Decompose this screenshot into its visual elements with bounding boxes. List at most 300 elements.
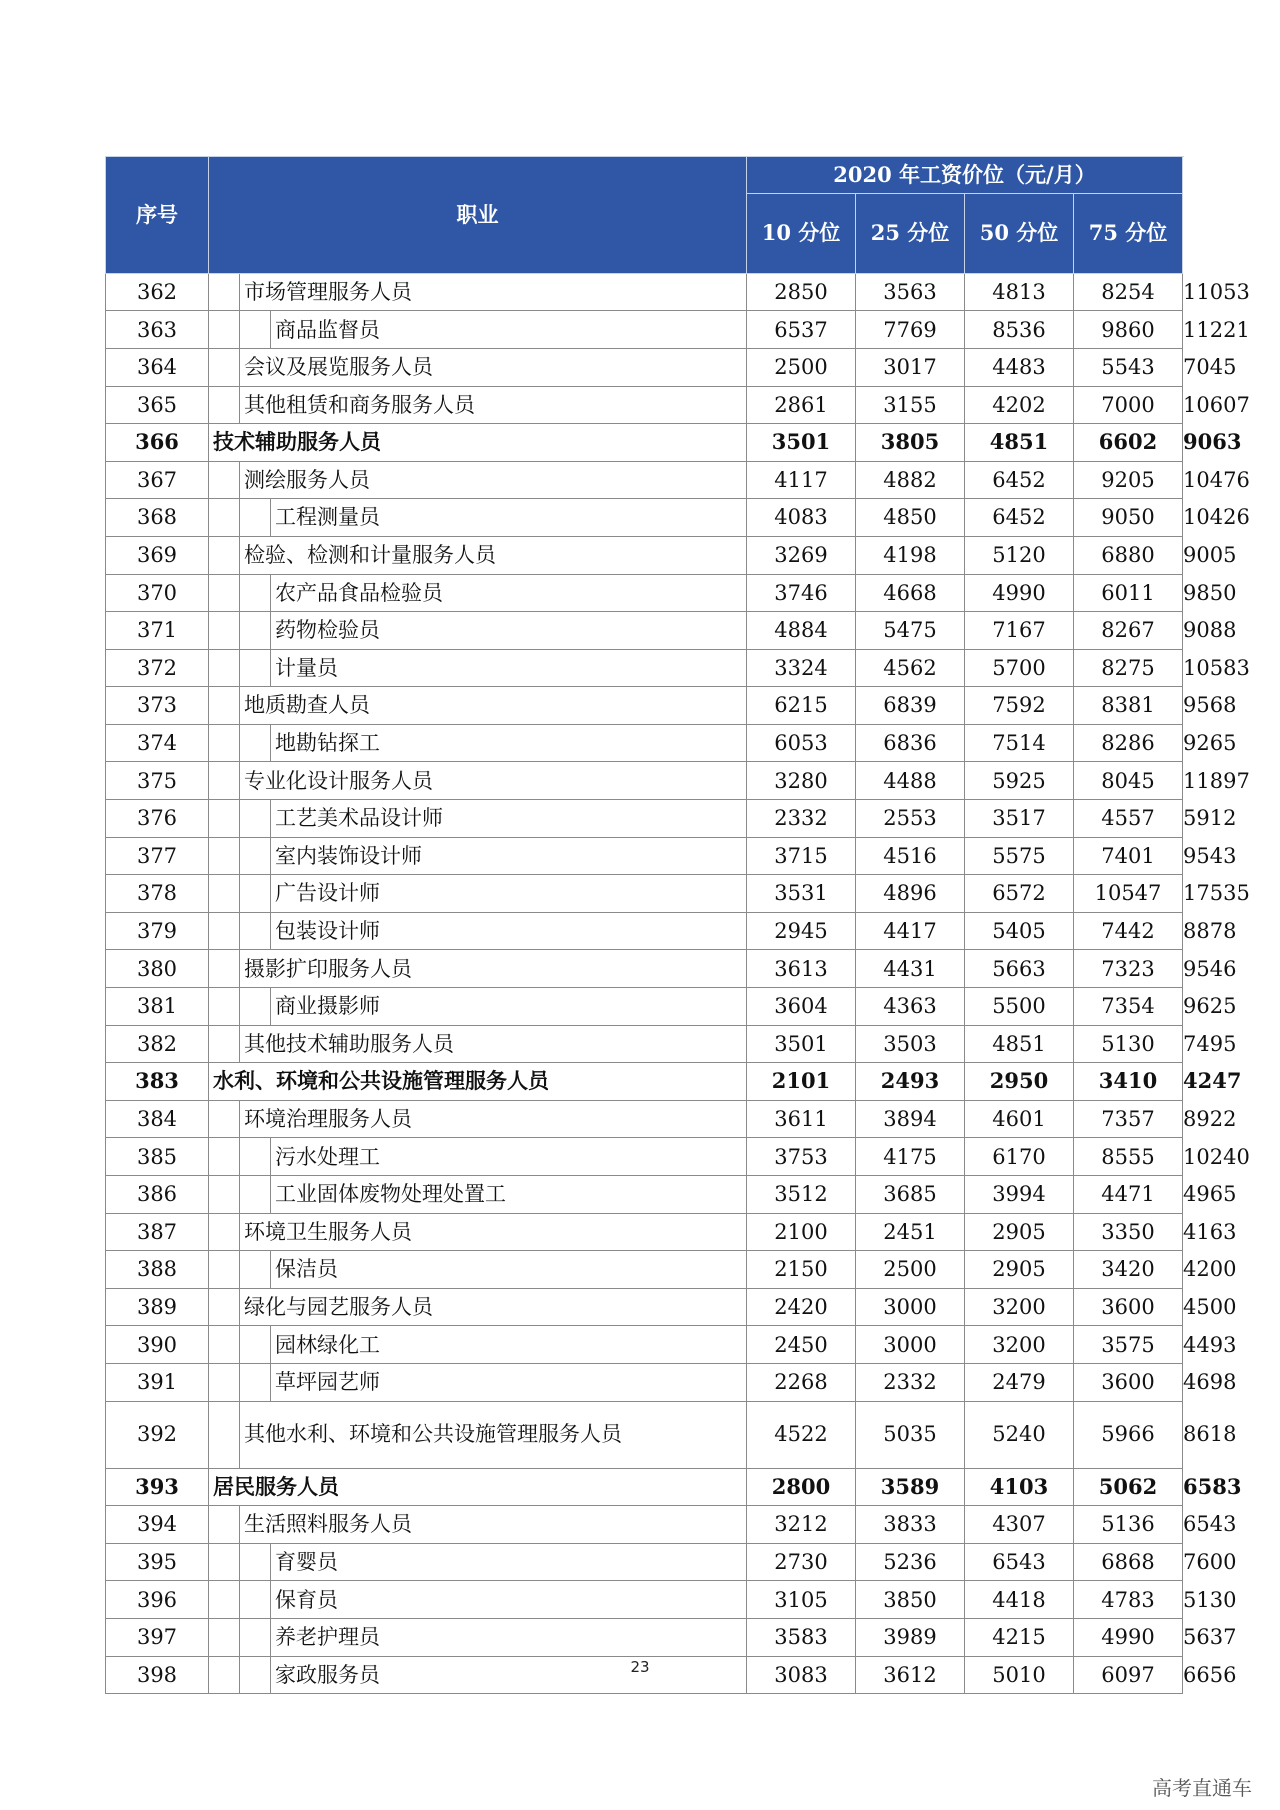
indent-cell	[209, 536, 240, 574]
table-row: 390 园林绿化工 2450 3000 3200 3575 4493	[106, 1326, 1183, 1364]
row-seq: 381	[106, 988, 209, 1026]
indent-cell	[240, 1618, 271, 1656]
row-p10: 2450	[747, 1326, 856, 1364]
indent-cell	[209, 649, 240, 687]
indent-cell	[240, 800, 271, 838]
indent-cell	[209, 800, 240, 838]
row-occupation: 居民服务人员	[209, 1468, 747, 1506]
row-p25: 2451	[856, 1213, 965, 1251]
indent-cell	[240, 912, 271, 950]
row-p25: 4850	[856, 499, 965, 537]
row-seq: 386	[106, 1176, 209, 1214]
indent-cell	[209, 1506, 240, 1544]
indent-cell	[209, 1363, 240, 1401]
row-p75: 10547	[1074, 875, 1183, 913]
table-row: 373 地质勘查人员 6215 6839 7592 8381 9568	[106, 687, 1183, 725]
table-row: 384 环境治理服务人员 3611 3894 4601 7357 8922	[106, 1100, 1183, 1138]
row-p25: 5035	[856, 1401, 965, 1468]
row-p25: 4882	[856, 461, 965, 499]
row-p10: 2420	[747, 1288, 856, 1326]
row-p25: 3017	[856, 348, 965, 386]
row-p25: 3894	[856, 1100, 965, 1138]
row-p10: 4117	[747, 461, 856, 499]
table-row: 387 环境卫生服务人员 2100 2451 2905 3350 4163	[106, 1213, 1183, 1251]
row-p10: 3715	[747, 837, 856, 875]
indent-cell	[209, 1581, 240, 1619]
row-p50: 5240	[965, 1401, 1074, 1468]
row-occupation: 商品监督员	[271, 311, 747, 349]
row-p50: 2905	[965, 1251, 1074, 1289]
row-occupation: 园林绿化工	[271, 1326, 747, 1364]
indent-cell	[209, 950, 240, 988]
table-row: 393 居民服务人员 2800 3589 4103 5062 6583	[106, 1468, 1183, 1506]
row-p75: 8275	[1074, 649, 1183, 687]
row-occupation: 育婴员	[271, 1543, 747, 1581]
row-p10: 3611	[747, 1100, 856, 1138]
table-row: 367 测绘服务人员 4117 4882 6452 9205 10476	[106, 461, 1183, 499]
row-seq: 395	[106, 1543, 209, 1581]
row-p25: 5236	[856, 1543, 965, 1581]
row-p75: 6602	[1074, 424, 1183, 462]
table-row: 391 草坪园艺师 2268 2332 2479 3600 4698	[106, 1363, 1183, 1401]
indent-cell	[209, 612, 240, 650]
indent-cell	[209, 1251, 240, 1289]
row-seq: 376	[106, 800, 209, 838]
watermark: 高考直通车	[1152, 1776, 1252, 1800]
row-p75: 8267	[1074, 612, 1183, 650]
row-occupation: 工业固体废物处理处置工	[271, 1176, 747, 1214]
row-p10: 4083	[747, 499, 856, 537]
row-p75: 3600	[1074, 1363, 1183, 1401]
table-row: 371 药物检验员 4884 5475 7167 8267 9088	[106, 612, 1183, 650]
indent-cell	[240, 1176, 271, 1214]
row-p25: 3000	[856, 1326, 965, 1364]
row-occupation: 地质勘查人员	[240, 687, 747, 725]
indent-cell	[240, 499, 271, 537]
table-row: 366 技术辅助服务人员 3501 3805 4851 6602 9063	[106, 424, 1183, 462]
row-seq: 370	[106, 574, 209, 612]
row-p50: 2479	[965, 1363, 1074, 1401]
row-seq: 367	[106, 461, 209, 499]
header-p50: 50 分位	[965, 194, 1074, 274]
row-seq: 384	[106, 1100, 209, 1138]
row-p50: 4202	[965, 386, 1074, 424]
row-p50: 4483	[965, 348, 1074, 386]
row-occupation: 养老护理员	[271, 1618, 747, 1656]
row-p25: 6839	[856, 687, 965, 725]
row-seq: 390	[106, 1326, 209, 1364]
row-seq: 396	[106, 1581, 209, 1619]
row-p10: 3613	[747, 950, 856, 988]
row-seq: 392	[106, 1401, 209, 1468]
row-seq: 374	[106, 724, 209, 762]
row-p75: 5130	[1074, 1025, 1183, 1063]
row-p50: 2950	[965, 1063, 1074, 1101]
row-seq: 398	[106, 1656, 209, 1694]
row-p50: 3517	[965, 800, 1074, 838]
row-p25: 4516	[856, 837, 965, 875]
indent-cell	[209, 1100, 240, 1138]
table-row: 395 育婴员 2730 5236 6543 6868 7600	[106, 1543, 1183, 1581]
row-p25: 3850	[856, 1581, 965, 1619]
row-p75: 4783	[1074, 1581, 1183, 1619]
indent-cell	[240, 724, 271, 762]
row-seq: 371	[106, 612, 209, 650]
row-p50: 4990	[965, 574, 1074, 612]
row-p50: 4307	[965, 1506, 1074, 1544]
table-row: 381 商业摄影师 3604 4363 5500 7354 9625	[106, 988, 1183, 1026]
row-seq: 378	[106, 875, 209, 913]
indent-cell	[240, 1363, 271, 1401]
indent-cell	[240, 1138, 271, 1176]
row-p50: 3200	[965, 1288, 1074, 1326]
row-occupation: 技术辅助服务人员	[209, 424, 747, 462]
row-p75: 6097	[1074, 1656, 1183, 1694]
row-p10: 3324	[747, 649, 856, 687]
row-p75: 7000	[1074, 386, 1183, 424]
row-occupation: 市场管理服务人员	[240, 273, 747, 311]
row-p10: 4884	[747, 612, 856, 650]
row-p10: 3280	[747, 762, 856, 800]
row-p10: 6215	[747, 687, 856, 725]
row-p10: 3501	[747, 1025, 856, 1063]
row-p50: 5663	[965, 950, 1074, 988]
table-row: 382 其他技术辅助服务人员 3501 3503 4851 5130 7495	[106, 1025, 1183, 1063]
indent-cell	[240, 1543, 271, 1581]
indent-cell	[209, 1543, 240, 1581]
row-p75: 9205	[1074, 461, 1183, 499]
row-occupation: 摄影扩印服务人员	[240, 950, 747, 988]
table-row: 394 生活照料服务人员 3212 3833 4307 5136 6543	[106, 1506, 1183, 1544]
indent-cell	[209, 875, 240, 913]
indent-cell	[209, 912, 240, 950]
table-row: 375 专业化设计服务人员 3280 4488 5925 8045 11897	[106, 762, 1183, 800]
row-p25: 4896	[856, 875, 965, 913]
row-p25: 2332	[856, 1363, 965, 1401]
row-p75: 8286	[1074, 724, 1183, 762]
indent-cell	[240, 649, 271, 687]
row-p25: 2493	[856, 1063, 965, 1101]
indent-cell	[209, 1326, 240, 1364]
row-p10: 2730	[747, 1543, 856, 1581]
row-seq: 369	[106, 536, 209, 574]
row-p25: 4198	[856, 536, 965, 574]
row-p25: 4562	[856, 649, 965, 687]
table-row: 370 农产品食品检验员 3746 4668 4990 6011 9850	[106, 574, 1183, 612]
row-p75: 3575	[1074, 1326, 1183, 1364]
row-seq: 383	[106, 1063, 209, 1101]
row-seq: 373	[106, 687, 209, 725]
row-occupation: 专业化设计服务人员	[240, 762, 747, 800]
indent-cell	[209, 1176, 240, 1214]
row-p10: 3212	[747, 1506, 856, 1544]
table-row: 374 地勘钻探工 6053 6836 7514 8286 9265	[106, 724, 1183, 762]
indent-cell	[209, 386, 240, 424]
row-occupation: 检验、检测和计量服务人员	[240, 536, 747, 574]
row-occupation: 其他技术辅助服务人员	[240, 1025, 747, 1063]
row-occupation: 其他租赁和商务服务人员	[240, 386, 747, 424]
row-occupation: 水利、环境和公共设施管理服务人员	[209, 1063, 747, 1101]
row-p75: 8045	[1074, 762, 1183, 800]
row-p75: 6868	[1074, 1543, 1183, 1581]
indent-cell	[209, 724, 240, 762]
row-occupation: 室内装饰设计师	[271, 837, 747, 875]
row-seq: 382	[106, 1025, 209, 1063]
header-occupation: 职业	[209, 157, 747, 274]
row-p50: 7514	[965, 724, 1074, 762]
table-row: 362 市场管理服务人员 2850 3563 4813 8254 11053	[106, 273, 1183, 311]
row-p25: 3000	[856, 1288, 965, 1326]
row-seq: 364	[106, 348, 209, 386]
indent-cell	[209, 1138, 240, 1176]
row-p75: 6880	[1074, 536, 1183, 574]
row-p50: 4103	[965, 1468, 1074, 1506]
row-p50: 5925	[965, 762, 1074, 800]
row-seq: 391	[106, 1363, 209, 1401]
row-seq: 393	[106, 1468, 209, 1506]
row-occupation: 农产品食品检验员	[271, 574, 747, 612]
indent-cell	[240, 574, 271, 612]
header-seq: 序号	[106, 157, 209, 274]
row-p25: 7769	[856, 311, 965, 349]
row-p10: 2100	[747, 1213, 856, 1251]
row-p25: 3685	[856, 1176, 965, 1214]
row-p50: 6452	[965, 499, 1074, 537]
row-seq: 379	[106, 912, 209, 950]
row-p10: 3753	[747, 1138, 856, 1176]
row-p75: 5543	[1074, 348, 1183, 386]
row-p50: 4418	[965, 1581, 1074, 1619]
indent-cell	[209, 687, 240, 725]
row-p10: 2268	[747, 1363, 856, 1401]
row-p10: 6537	[747, 311, 856, 349]
table-row: 380 摄影扩印服务人员 3613 4431 5663 7323 9546	[106, 950, 1183, 988]
row-occupation: 保育员	[271, 1581, 747, 1619]
row-p25: 3612	[856, 1656, 965, 1694]
row-p10: 3531	[747, 875, 856, 913]
row-p75: 4471	[1074, 1176, 1183, 1214]
row-p50: 4851	[965, 1025, 1074, 1063]
row-occupation: 其他水利、环境和公共设施管理服务人员	[240, 1401, 747, 1468]
table-row: 376 工艺美术品设计师 2332 2553 3517 4557 5912	[106, 800, 1183, 838]
indent-cell	[209, 837, 240, 875]
row-p10: 2850	[747, 273, 856, 311]
row-p25: 4668	[856, 574, 965, 612]
row-p75: 7357	[1074, 1100, 1183, 1138]
indent-cell	[209, 1213, 240, 1251]
table-row: 368 工程测量员 4083 4850 6452 9050 10426	[106, 499, 1183, 537]
indent-cell	[209, 574, 240, 612]
indent-cell	[209, 1401, 240, 1468]
row-p10: 2945	[747, 912, 856, 950]
row-p75: 7323	[1074, 950, 1183, 988]
table-row: 365 其他租赁和商务服务人员 2861 3155 4202 7000 10607	[106, 386, 1183, 424]
row-p50: 3994	[965, 1176, 1074, 1214]
row-occupation: 污水处理工	[271, 1138, 747, 1176]
indent-cell	[240, 1251, 271, 1289]
row-occupation: 草坪园艺师	[271, 1363, 747, 1401]
row-p75: 3350	[1074, 1213, 1183, 1251]
row-p50: 8536	[965, 311, 1074, 349]
table-row: 363 商品监督员 6537 7769 8536 9860 11221	[106, 311, 1183, 349]
row-p10: 3604	[747, 988, 856, 1026]
indent-cell	[240, 988, 271, 1026]
row-p25: 3805	[856, 424, 965, 462]
indent-cell	[209, 1025, 240, 1063]
row-p75: 8555	[1074, 1138, 1183, 1176]
row-seq: 377	[106, 837, 209, 875]
row-p25: 3155	[856, 386, 965, 424]
row-seq: 366	[106, 424, 209, 462]
table-row: 385 污水处理工 3753 4175 6170 8555 10240	[106, 1138, 1183, 1176]
row-p25: 6836	[856, 724, 965, 762]
row-p10: 2101	[747, 1063, 856, 1101]
row-p50: 5575	[965, 837, 1074, 875]
row-p75: 9050	[1074, 499, 1183, 537]
row-p10: 2500	[747, 348, 856, 386]
indent-cell	[209, 1288, 240, 1326]
table-row: 398 家政服务员 3083 3612 5010 6097 6656	[106, 1656, 1183, 1694]
row-p75: 7354	[1074, 988, 1183, 1026]
row-p50: 5500	[965, 988, 1074, 1026]
table-row: 369 检验、检测和计量服务人员 3269 4198 5120 6880 9005	[106, 536, 1183, 574]
row-p10: 2861	[747, 386, 856, 424]
indent-cell	[240, 837, 271, 875]
page-number: 23	[630, 1658, 650, 1676]
row-seq: 375	[106, 762, 209, 800]
row-p50: 4851	[965, 424, 1074, 462]
row-occupation: 环境治理服务人员	[240, 1100, 747, 1138]
table-row: 396 保育员 3105 3850 4418 4783 5130	[106, 1581, 1183, 1619]
row-seq: 397	[106, 1618, 209, 1656]
row-p10: 2332	[747, 800, 856, 838]
row-p75: 9860	[1074, 311, 1183, 349]
row-p75: 5136	[1074, 1506, 1183, 1544]
table-row: 392 其他水利、环境和公共设施管理服务人员 4522 5035 5240 5966 8618	[106, 1401, 1183, 1468]
row-p25: 3563	[856, 273, 965, 311]
row-p25: 3589	[856, 1468, 965, 1506]
row-occupation: 会议及展览服务人员	[240, 348, 747, 386]
table-row: 383 水利、环境和公共设施管理服务人员 2101 2493 2950 3410 4247	[106, 1063, 1183, 1101]
header-p75: 75 分位	[1074, 194, 1183, 274]
indent-cell	[209, 988, 240, 1026]
indent-cell	[209, 762, 240, 800]
row-occupation: 绿化与园艺服务人员	[240, 1288, 747, 1326]
row-p10: 3105	[747, 1581, 856, 1619]
indent-cell	[240, 612, 271, 650]
wage-table: 序号 职业 2020 年工资价位（元/月） 10 分位 25 分位 50 分位 75 分位 90 分位 362 市场管理服务人员 2850 3563 4813 8254 11053 363 商品监督员 6537 7769 8536 9860 11221 364 会议及展览服务人员 2500 3017 4483 5543 7045 365 其他租赁和商务服务人员 2861 3155 4202 7000 10607 366 技术辅助服务人员 3501 3805 4851 6602 9063 367 测绘服务人员 4117 4882 6452 9205 10476 368 工程测量员 4083 4850 6452 9050 10426 369 检验、检测和计量服务人员 3269 4198 5120 6880 9005 370 农产品食品检验员 3746 4668 4990 6011 9850 371 药物检验员 4884 5475 7167 8267 9088 372 计量员 3324 4562 5700 8275 10583 373 地质勘查人员 6215 6839 7592 8381 9568 374 地勘钻探工 6053 6836 7514 8286 9265 375 专业化设计服务人员 3280 4488 5925 8045 11897 376 工艺美术品设计师 2332 2553 3517 4557 5912 377 室内装饰设计师 3715 4516 5575 7401 9543 378 广告设计师 3531 4896 6572 10547 17535 379 包装设计师 2945 4417 5405 7442 8878 380 摄影扩印服务人员 3613 4431 5663 7323 9546 381 商业摄影师 3604 4363 5500 7354 9625 382 其他技术辅助服务人员 3501 3503 4851 5130 7495 383 水利、环境和公共设施管理服务人员 2101 2493 2950 3410 4247 384 环境治理服务人员 3611 3894 4601 7357 8922 385 污水处理工 3753 4175 6170 8555 10240 386 工业固体废物处理处置工 3512 3685 3994 4471 4965 387 环境卫生服务人员 2100 2451 2905 3350 4163 388 保洁员 2150 2500 2905 3420 4200 389 绿化与园艺服务人员 2420 3000 3200 3600 4500 390 园林绿化工 2450 3000 3200 3575 4493 391 草坪园艺师 2268 2332 2479 3600 4698 392 其他水利、环境和公共设施管理服务人员 4522 5035 5240 5966 8618 393 居民服务人员 2800 3589 4103 5062 6583 394 生活照料服务人员 3212 3833 4307 5136 6543 395 育婴员 2730 5236 6543 6868 7600 396 保育员 3105 3850 4418 4783 5130 397 养老护理员 3583 3989 4215 4990 5637 398 家政服务员 3083 3612 5010 6097 6656	[105, 156, 1183, 1694]
row-p25: 3989	[856, 1618, 965, 1656]
row-p25: 5475	[856, 612, 965, 650]
row-seq: 372	[106, 649, 209, 687]
row-p75: 5062	[1074, 1468, 1183, 1506]
header-p10: 10 分位	[747, 194, 856, 274]
row-p10: 4522	[747, 1401, 856, 1468]
row-p10: 6053	[747, 724, 856, 762]
indent-cell	[209, 1618, 240, 1656]
table-row: 386 工业固体废物处理处置工 3512 3685 3994 4471 4965	[106, 1176, 1183, 1214]
row-occupation: 计量员	[271, 649, 747, 687]
row-occupation: 保洁员	[271, 1251, 747, 1289]
row-p10: 3512	[747, 1176, 856, 1214]
row-p75: 4557	[1074, 800, 1183, 838]
row-p50: 4601	[965, 1100, 1074, 1138]
row-p10: 3583	[747, 1618, 856, 1656]
row-p50: 5010	[965, 1656, 1074, 1694]
row-p10: 3746	[747, 574, 856, 612]
header-p25: 25 分位	[856, 194, 965, 274]
table-row: 389 绿化与园艺服务人员 2420 3000 3200 3600 4500	[106, 1288, 1183, 1326]
row-p75: 7401	[1074, 837, 1183, 875]
indent-cell	[209, 348, 240, 386]
row-p10: 3083	[747, 1656, 856, 1694]
row-occupation: 地勘钻探工	[271, 724, 747, 762]
table-row: 378 广告设计师 3531 4896 6572 10547 17535	[106, 875, 1183, 913]
row-seq: 389	[106, 1288, 209, 1326]
row-seq: 365	[106, 386, 209, 424]
row-seq: 380	[106, 950, 209, 988]
row-seq: 368	[106, 499, 209, 537]
row-p25: 2500	[856, 1251, 965, 1289]
row-p50: 6572	[965, 875, 1074, 913]
row-occupation: 商业摄影师	[271, 988, 747, 1026]
row-p75: 7442	[1074, 912, 1183, 950]
row-p50: 3200	[965, 1326, 1074, 1364]
row-p10: 2150	[747, 1251, 856, 1289]
indent-cell	[209, 311, 240, 349]
row-occupation: 包装设计师	[271, 912, 747, 950]
row-p50: 6452	[965, 461, 1074, 499]
table-row: 377 室内装饰设计师 3715 4516 5575 7401 9543	[106, 837, 1183, 875]
row-p50: 7592	[965, 687, 1074, 725]
row-p10: 2800	[747, 1468, 856, 1506]
row-p50: 5120	[965, 536, 1074, 574]
row-seq: 388	[106, 1251, 209, 1289]
row-p25: 4417	[856, 912, 965, 950]
row-p50: 7167	[965, 612, 1074, 650]
indent-cell	[240, 1581, 271, 1619]
row-p10: 3269	[747, 536, 856, 574]
table-row: 388 保洁员 2150 2500 2905 3420 4200	[106, 1251, 1183, 1289]
row-p25: 2553	[856, 800, 965, 838]
row-occupation: 测绘服务人员	[240, 461, 747, 499]
row-p50: 4215	[965, 1618, 1074, 1656]
row-occupation: 环境卫生服务人员	[240, 1213, 747, 1251]
row-occupation: 药物检验员	[271, 612, 747, 650]
row-p75: 5966	[1074, 1401, 1183, 1468]
indent-cell	[209, 273, 240, 311]
row-p50: 2905	[965, 1213, 1074, 1251]
row-p25: 3833	[856, 1506, 965, 1544]
table-row: 379 包装设计师 2945 4417 5405 7442 8878	[106, 912, 1183, 950]
row-occupation: 生活照料服务人员	[240, 1506, 747, 1544]
indent-cell	[240, 875, 271, 913]
row-p75: 8254	[1074, 273, 1183, 311]
row-seq: 363	[106, 311, 209, 349]
indent-cell	[209, 499, 240, 537]
row-p50: 5700	[965, 649, 1074, 687]
row-seq: 362	[106, 273, 209, 311]
header-wage-group: 2020 年工资价位（元/月）	[747, 157, 1183, 194]
table-row: 372 计量员 3324 4562 5700 8275 10583	[106, 649, 1183, 687]
row-seq: 394	[106, 1506, 209, 1544]
row-p75: 3420	[1074, 1251, 1183, 1289]
row-p75: 3600	[1074, 1288, 1183, 1326]
row-occupation: 工艺美术品设计师	[271, 800, 747, 838]
indent-cell	[240, 1326, 271, 1364]
row-p25: 4488	[856, 762, 965, 800]
row-p25: 3503	[856, 1025, 965, 1063]
